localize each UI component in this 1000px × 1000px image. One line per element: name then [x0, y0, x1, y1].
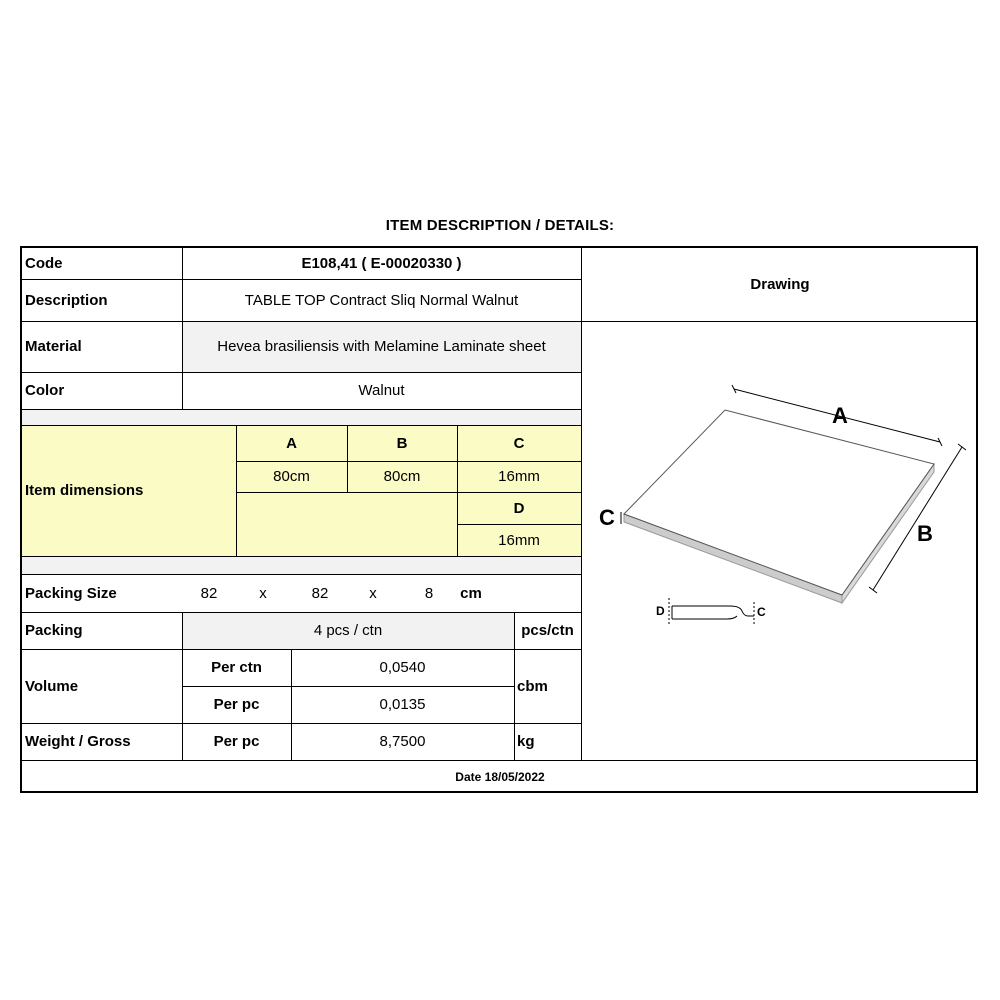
dim-header-b: B: [396, 434, 408, 452]
dimensions-label: Item dimensions: [25, 482, 144, 499]
volume-per-ctn-value: 0,0540: [379, 659, 426, 676]
dim-value-d: 16mm: [498, 531, 540, 549]
packing-size-width: 82: [311, 584, 329, 602]
drawing-title: Drawing: [750, 276, 810, 293]
dim-header-c: C: [513, 434, 525, 452]
packing-size-unit: cm: [460, 584, 482, 602]
weight-unit: kg: [517, 733, 535, 750]
packing-label: Packing: [25, 622, 83, 639]
volume-per-ctn-label: Per ctn: [211, 659, 262, 676]
dimension-c-label: C: [599, 505, 615, 530]
dim-header-a: A: [286, 434, 297, 452]
weight-per-pc-label: Per pc: [213, 733, 260, 750]
detail-d-label: D: [656, 604, 665, 618]
material-value: Hevea brasiliensis with Melamine Laminate sheet: [217, 338, 546, 355]
dim-header-d: D: [513, 499, 525, 517]
volume-label: Volume: [25, 677, 79, 695]
packing-size-sep-2: x: [369, 584, 377, 602]
edge-profile-detail: [656, 598, 766, 624]
volume-unit: cbm: [517, 677, 548, 695]
description-label: Description: [25, 291, 108, 309]
details-table: [20, 246, 978, 793]
packing-size-label: Packing Size: [25, 584, 117, 602]
code-value: E108,41 ( E-00020330 ): [301, 255, 462, 272]
volume-per-pc-value: 0,0135: [379, 696, 426, 713]
dimension-b-label: B: [917, 521, 933, 546]
packing-value: 4 pcs / ctn: [313, 622, 383, 639]
packing-size-length: 82: [200, 584, 218, 602]
spacer-row-bottom: [22, 556, 581, 574]
weight-label: Weight / Gross: [25, 733, 131, 750]
table-top-drawing: [582, 322, 978, 760]
detail-c-label: C: [757, 605, 766, 619]
packing-size-height: 8: [424, 584, 434, 602]
weight-value: 8,7500: [379, 733, 426, 750]
color-value: Walnut: [358, 382, 405, 399]
dim-value-a: 80cm: [273, 468, 310, 485]
dimension-a-label: A: [832, 403, 848, 428]
footer-date: Date 18/05/2022: [455, 769, 545, 784]
spacer-row-top: [22, 409, 581, 425]
color-label: Color: [25, 382, 65, 399]
volume-per-pc-label: Per pc: [213, 696, 260, 713]
material-label: Material: [25, 338, 82, 355]
packing-size-sep-1: x: [259, 584, 267, 602]
dim-value-b: 80cm: [383, 468, 421, 485]
page-heading: ITEM DESCRIPTION / DETAILS:: [385, 217, 615, 234]
description-value: TABLE TOP Contract Sliq Normal Walnut: [244, 291, 519, 309]
packing-unit: pcs/ctn: [521, 622, 574, 639]
dim-value-c: 16mm: [498, 468, 540, 485]
code-label: Code: [25, 255, 63, 272]
